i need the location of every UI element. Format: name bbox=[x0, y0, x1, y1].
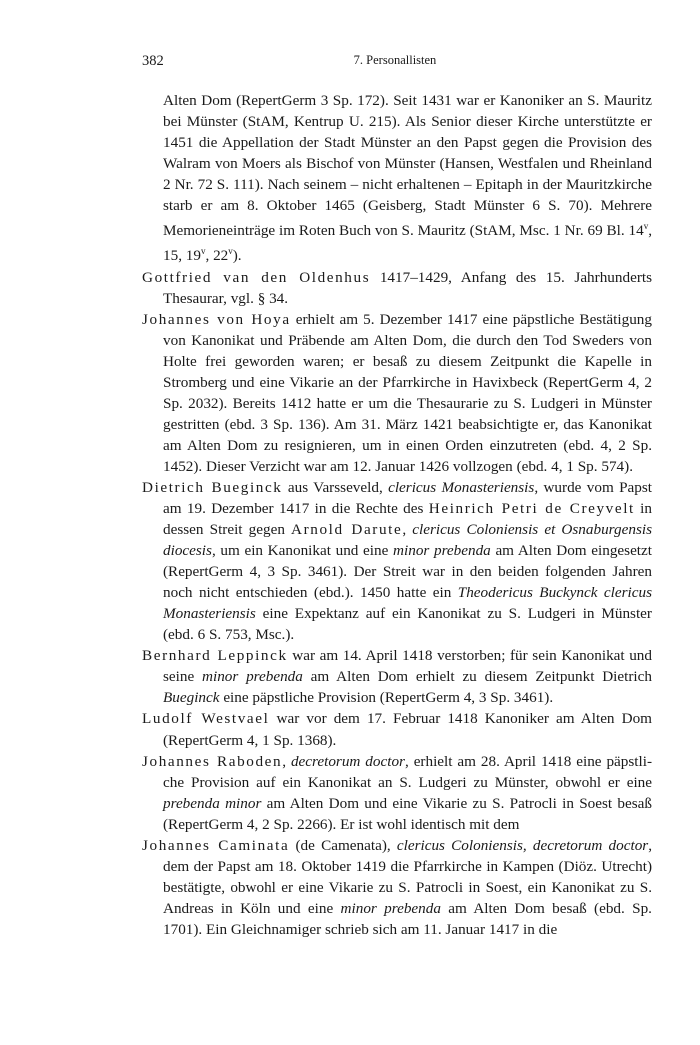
entry-text: eine Expektanz auf ein Kanonikat zu S. Ludgeri in Münster (ebd. 6 S. 753, Msc.). bbox=[163, 605, 652, 644]
italic-text: prebenda minor bbox=[163, 794, 262, 812]
entry-text: erhielt am 5. Dezember 1417 eine päpstliche Bestätigung von Kanonikat und Präbende am Alten Dom, die durch den Tod Sweders von Holte frei geworden waren; er besaß zu diesem Zeitpunkt die Kapelle in Stromberg und eine Vikarie an der Pfarrkirche in Havixbeck (RepertGerm 4, 2 Sp. 2032). Bereits 1412 hatte er um die Thesaurarie zu S. Ludgeri in Münster gestritten (ebd. 3 Sp. 136). Am 31. März 1421 beabsichtigte er, das Kanonikat am Alten Dom zu resignieren, um in einen Orden einzutreten (ebd. 4, 2 Sp. 1452). Dieser Verzicht war am 12. Januar 1426 vollzogen (ebd. 4, 1 Sp. 574). bbox=[163, 310, 652, 475]
entry bbox=[142, 267, 652, 309]
italic-text: clericus Monasteriensis bbox=[388, 478, 535, 496]
italic-text: minor prebenda bbox=[202, 668, 303, 686]
page-header bbox=[142, 53, 648, 73]
entry bbox=[142, 835, 652, 940]
italic-text: Bueginck bbox=[163, 689, 220, 707]
entry-name: Gottfried van den Oldenhus bbox=[142, 268, 371, 286]
entry bbox=[142, 751, 652, 835]
entry-text: in dessen Streit gegen bbox=[163, 500, 652, 539]
italic-text: minor prebenda bbox=[393, 542, 491, 560]
running-head: 7. Personallisten bbox=[353, 53, 437, 67]
entry-text: aus Varsseveld, bbox=[282, 478, 389, 496]
entry-text: am Alten Dom eingesetzt (RepertGerm 4, 3 Sp. 3461). Der Streit war in den beiden folgenden Jahren noch nicht entschieden (ebd.). 1450 hatte ein bbox=[163, 542, 652, 602]
entry-name: Johannes Caminata bbox=[142, 836, 290, 854]
person-name: Heinrich Petri de Creyvelt bbox=[428, 500, 635, 518]
person-name: Arnold Darute bbox=[291, 521, 403, 539]
entry-text: am Alten Dom besaß (ebd. Sp. 1701). Ein Gleichnamiger schrieb sich am 11. Januar 1417 in die bbox=[163, 899, 652, 938]
body-text bbox=[142, 90, 652, 940]
italic-text: decretorum doctor bbox=[290, 752, 405, 770]
entry-text: Alten Dom (RepertGerm 3 Sp. 172). Seit 1431 war er Kanoniker an S. Mauritz bei Münster (StAM, Kentrup U. 215). Als Senior dieser Kirche unterstützte er 1451 die Appellation der Stadt Münster an den Papst gegen die Provision des Walram von Moers als Bischof von Münster (Hansen, Westfalen und Rheinland 2 Nr. 72 S. 111). Nach seinem – nicht erhaltenen – Epitaph in der Mauritzkirche starb er am 8. Oktober 1465 (Geisberg, Stadt Münster 6 S. 70). Mehrere Memorieneinträge im Roten Buch von S. Mauritz (StAM, Msc. 1 Nr. 69 Bl. 14$^v$, 15, 19$^v$, 22$^v$). bbox=[163, 92, 652, 265]
page-number: 382 bbox=[142, 53, 164, 69]
entry-text: 1417–1429, Anfang des 15. Jahrhunderts Thesaurar, vgl. § 34. bbox=[163, 268, 653, 307]
entry bbox=[142, 309, 652, 477]
entry-text: , bbox=[282, 752, 291, 770]
entry-text: eine päpstliche Provision (RepertGerm 4, 3 Sp. 3461). bbox=[219, 689, 554, 707]
entry bbox=[142, 90, 652, 267]
entry-text: , bbox=[402, 521, 413, 539]
entry-name: Ludolf Westvael bbox=[142, 710, 270, 728]
entry-text: am Alten Dom erhielt zu diesem Zeitpunkt Dietrich bbox=[302, 668, 652, 686]
italic-text: clericus Coloniensis, decretorum doctor bbox=[396, 836, 649, 854]
entry-text: , wurde vom Papst am 19. Dezember 1417 in die Rechte des bbox=[163, 478, 653, 518]
entry bbox=[142, 708, 652, 750]
entry bbox=[142, 645, 652, 708]
entry-name: Dietrich Bueginck bbox=[142, 478, 283, 496]
entry-name: Johannes Raboden bbox=[142, 752, 283, 770]
entry-text: , erhielt am 28. April 1418 eine päpstliche Provision auf ein Kanonikat an S. Ludgeri zu Münster, obwohl er eine bbox=[163, 752, 653, 791]
entry-name: Johannes von Hoya bbox=[142, 310, 291, 328]
entry-text: war am 14. April 1418 verstorben; für sein Kanonikat und seine bbox=[163, 647, 652, 686]
italic-text: Theodericus Buckynck clericus Monasteriensis bbox=[163, 584, 652, 623]
entry bbox=[142, 477, 652, 645]
entry-text: am Alten Dom und eine Vikarie zu S. Patrocli in Soest besaß (RepertGerm 4, 2 Sp. 2266). Er ist wohl identisch mit dem bbox=[163, 794, 652, 833]
italic-text: clericus Coloniensis et Osnaburgensis diocesis bbox=[163, 521, 652, 560]
entry-text: , dem der Papst am 18. Oktober 1419 die Pfarrkirche in Kampen (Diöz. Utrecht) bestätigte, obwohl er eine Vikarie zu S. Patrocli in Soest, ein Kanonikat zu S. Andreas in Köln und eine bbox=[163, 836, 653, 917]
entry-text: war vor dem 17. Februar 1418 Kanoniker am Alten Dom (RepertGerm 4, 1 Sp. 1368). bbox=[163, 710, 652, 749]
italic-text: minor prebenda bbox=[340, 899, 441, 917]
entry-text: (de Camenata), bbox=[289, 836, 397, 854]
entry-text: , um ein Kanonikat und eine bbox=[211, 542, 394, 560]
entry-name: Bernhard Leppinck bbox=[142, 647, 288, 665]
